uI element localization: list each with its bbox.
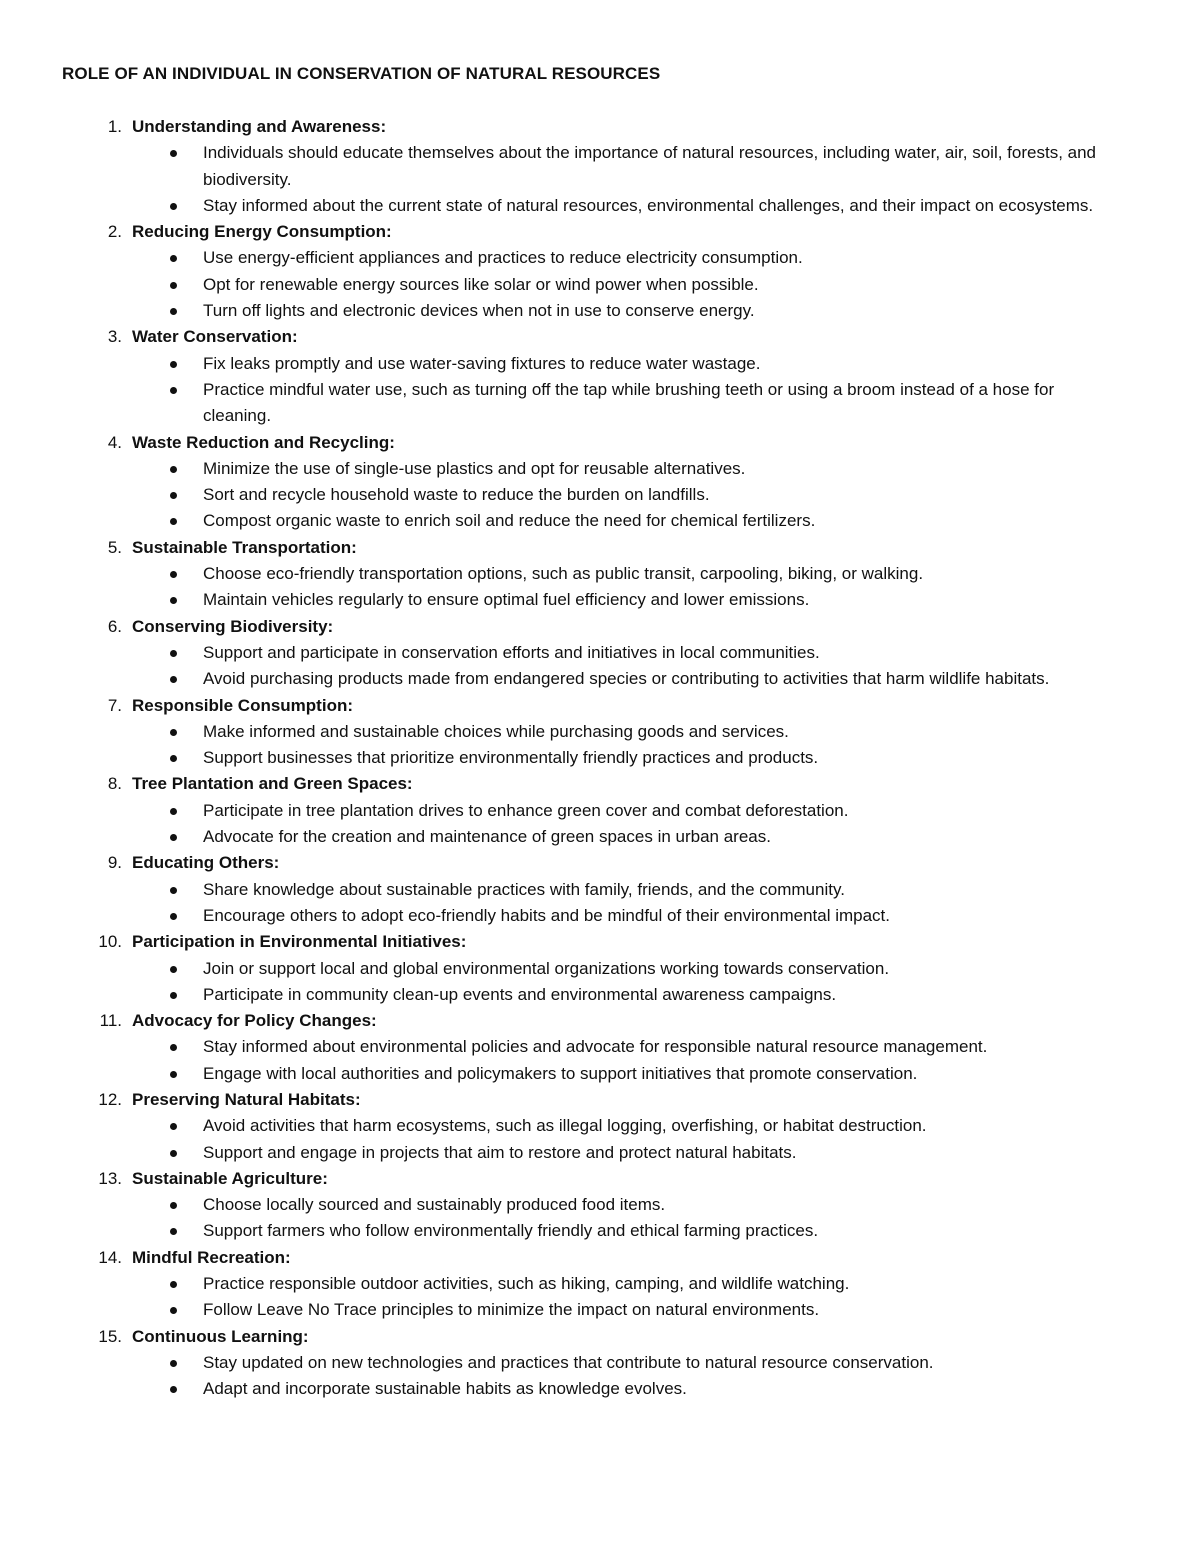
- section-heading: Preserving Natural Habitats:: [132, 1089, 361, 1109]
- bullet-item: [0, 956, 1200, 982]
- section-heading: Waste Reduction and Recycling:: [132, 432, 395, 452]
- bullet-item: [0, 1271, 1200, 1297]
- section-heading: Water Conservation:: [132, 327, 298, 347]
- bullet-item: [0, 1113, 1200, 1139]
- section-heading: Participation in Environmental Initiatives:: [132, 932, 467, 952]
- section-number: 13.: [98, 1168, 122, 1188]
- section-heading-row: [0, 1324, 1200, 1350]
- section-heading-row: [0, 430, 1200, 456]
- bullet-text: Support and participate in conservation efforts and initiatives in local communities.: [203, 642, 820, 662]
- bullet-list: [0, 640, 1200, 693]
- bullet-icon: [170, 1044, 177, 1051]
- bullet-text: Choose locally sourced and sustainably produced food items.: [203, 1195, 666, 1215]
- section-number: 8.: [107, 774, 122, 794]
- section-heading-row: [0, 1087, 1200, 1113]
- bullet-text: Engage with local authorities and policymakers to support initiatives that promote conservation.: [203, 1063, 918, 1083]
- bullet-list: [0, 956, 1200, 1009]
- bullet-item: [0, 272, 1200, 298]
- bullet-item: [0, 456, 1200, 482]
- bullet-item: [0, 640, 1200, 666]
- bullet-list: [0, 561, 1200, 614]
- bullet-item: [0, 1034, 1200, 1060]
- bullet-item: [0, 1376, 1200, 1402]
- bullet-text: Stay updated on new technologies and practices that contribute to natural resource conservation.: [203, 1352, 934, 1372]
- bullet-item: [0, 1218, 1200, 1244]
- bullet-list: [0, 1271, 1200, 1324]
- section-heading: Reducing Energy Consumption:: [132, 222, 392, 242]
- bullet-list: [0, 1113, 1200, 1166]
- bullet-text: Sort and recycle household waste to reduce the burden on landfills.: [203, 485, 710, 505]
- section-item: [0, 219, 1200, 324]
- bullet-text: Avoid purchasing products made from endangered species or contributing to activities that harm wildlife habitats.: [203, 669, 1050, 689]
- section-heading-row: [0, 1166, 1200, 1192]
- section-number: 9.: [107, 853, 122, 873]
- section-item: [0, 114, 1200, 219]
- section-heading-row: [0, 771, 1200, 797]
- bullet-icon: [170, 518, 177, 525]
- bullet-icon: [170, 887, 177, 894]
- section-heading-row: [0, 1008, 1200, 1034]
- bullet-item: [0, 745, 1200, 771]
- bullet-icon: [170, 729, 177, 736]
- bullet-list: [0, 245, 1200, 324]
- bullet-list: [0, 1192, 1200, 1245]
- bullet-icon: [170, 1386, 177, 1393]
- bullet-icon: [170, 361, 177, 368]
- bullet-icon: [170, 834, 177, 841]
- bullet-icon: [170, 466, 177, 473]
- bullet-text: Individuals should educate themselves about the importance of natural resources, including water, air, soil, forests, and biodiversity.: [203, 143, 1097, 189]
- bullet-icon: [170, 650, 177, 657]
- bullet-item: [0, 824, 1200, 850]
- section-item: [0, 430, 1200, 535]
- bullet-text: Make informed and sustainable choices while purchasing goods and services.: [203, 721, 789, 741]
- bullet-text: Participate in tree plantation drives to enhance green cover and combat deforestation.: [203, 800, 849, 820]
- section-item: [0, 1324, 1200, 1403]
- bullet-text: Compost organic waste to enrich soil and reduce the need for chemical fertilizers.: [203, 511, 816, 531]
- bullet-item: [0, 561, 1200, 587]
- section-heading: Tree Plantation and Green Spaces:: [132, 774, 413, 794]
- bullet-list: [0, 798, 1200, 851]
- section-item: [0, 1087, 1200, 1166]
- section-heading: Conserving Biodiversity:: [132, 616, 334, 636]
- section-number: 11.: [99, 1011, 122, 1031]
- bullet-icon: [170, 992, 177, 999]
- section-heading-row: [0, 929, 1200, 955]
- bullet-item: [0, 377, 1200, 430]
- section-item: [0, 693, 1200, 772]
- section-item: [0, 324, 1200, 429]
- section-heading: Continuous Learning:: [132, 1326, 309, 1346]
- bullet-icon: [170, 1202, 177, 1209]
- section-heading-row: [0, 219, 1200, 245]
- section-heading: Understanding and Awareness:: [132, 117, 387, 136]
- section-heading-row: [0, 1245, 1200, 1271]
- section-number: 2.: [107, 222, 122, 242]
- bullet-list: [0, 877, 1200, 930]
- section-heading-row: [0, 614, 1200, 640]
- bullet-text: Support and engage in projects that aim to restore and protect natural habitats.: [203, 1142, 797, 1162]
- bullet-item: [0, 1192, 1200, 1218]
- bullet-text: Practice responsible outdoor activities, such as hiking, camping, and wildlife watching.: [203, 1274, 850, 1294]
- bullet-icon: [170, 282, 177, 289]
- section-item: [0, 1245, 1200, 1324]
- bullet-text: Participate in community clean-up events and environmental awareness campaigns.: [203, 984, 837, 1004]
- bullet-icon: [170, 913, 177, 920]
- bullet-text: Encourage others to adopt eco-friendly habits and be mindful of their environmental impact.: [203, 905, 891, 925]
- bullet-text: Fix leaks promptly and use water-saving fixtures to reduce water wastage.: [203, 353, 761, 373]
- section-heading: Sustainable Transportation:: [132, 537, 357, 557]
- bullet-text: Minimize the use of single-use plastics and opt for reusable alternatives.: [203, 458, 746, 478]
- section-heading: Sustainable Agriculture:: [132, 1168, 328, 1188]
- bullet-text: Join or support local and global environmental organizations working towards conservation.: [203, 958, 890, 978]
- section-number: 6.: [107, 616, 122, 636]
- section-number: 1.: [107, 117, 122, 136]
- bullet-icon: [170, 1228, 177, 1235]
- bullet-list: [0, 351, 1200, 430]
- bullet-icon: [170, 1150, 177, 1157]
- bullet-icon: [170, 203, 177, 210]
- section-heading: Advocacy for Policy Changes:: [132, 1011, 377, 1031]
- bullet-item: [0, 877, 1200, 903]
- bullet-item: [0, 1350, 1200, 1376]
- bullet-item: [0, 798, 1200, 824]
- section-item: [0, 771, 1200, 850]
- bullet-item: [0, 482, 1200, 508]
- bullet-icon: [170, 492, 177, 499]
- bullet-text: Practice mindful water use, such as turning off the tap while brushing teeth or using a broom instead of a hose for cleaning.: [203, 379, 1055, 426]
- section-number: 3.: [107, 327, 122, 347]
- section-heading: Educating Others:: [132, 853, 280, 873]
- section-number: 4.: [107, 432, 122, 452]
- bullet-icon: [170, 1307, 177, 1314]
- section-item: [0, 535, 1200, 614]
- bullet-icon: [170, 1360, 177, 1367]
- section-number: 7.: [107, 695, 122, 715]
- section-item: [0, 1008, 1200, 1087]
- document-title: ROLE OF AN INDIVIDUAL IN CONSERVATION OF NATURAL RESOURCES: [62, 64, 661, 83]
- bullet-text: Stay informed about environmental policies and advocate for responsible natural resource management.: [203, 1037, 988, 1057]
- bullet-icon: [170, 1123, 177, 1130]
- bullet-text: Adapt and incorporate sustainable habits as knowledge evolves.: [203, 1379, 687, 1399]
- bullet-item: [0, 982, 1200, 1008]
- bullet-item: [0, 587, 1200, 613]
- bullet-icon: [170, 755, 177, 762]
- bullet-item: [0, 903, 1200, 929]
- bullet-list: [0, 456, 1200, 535]
- bullet-item: [0, 140, 1200, 193]
- bullet-icon: [170, 676, 177, 683]
- bullet-item: [0, 719, 1200, 745]
- section-number: 12.: [98, 1089, 122, 1109]
- bullet-item: [0, 508, 1200, 534]
- bullet-list: [0, 1350, 1200, 1403]
- bullet-text: Maintain vehicles regularly to ensure optimal fuel efficiency and lower emissions.: [203, 590, 810, 610]
- bullet-text: Advocate for the creation and maintenance of green spaces in urban areas.: [203, 827, 771, 847]
- bullet-icon: [170, 1071, 177, 1078]
- section-heading-row: [0, 114, 1200, 140]
- section-heading-row: [0, 324, 1200, 350]
- bullet-icon: [170, 387, 177, 394]
- bullet-text: Support farmers who follow environmentally friendly and ethical farming practices.: [203, 1221, 819, 1241]
- section-number: 5.: [107, 537, 122, 557]
- bullet-text: Follow Leave No Trace principles to minimize the impact on natural environments.: [203, 1300, 820, 1320]
- section-heading-row: [0, 693, 1200, 719]
- section-item: [0, 850, 1200, 929]
- section-heading: Mindful Recreation:: [132, 1247, 291, 1267]
- bullet-list: [0, 140, 1200, 219]
- bullet-item: [0, 1297, 1200, 1323]
- section-number: 15.: [98, 1326, 122, 1346]
- bullet-list: [0, 719, 1200, 772]
- bullet-text: Turn off lights and electronic devices when not in use to conserve energy.: [203, 301, 755, 321]
- bullet-item: [0, 298, 1200, 324]
- section-item: [0, 1166, 1200, 1245]
- bullet-icon: [170, 255, 177, 262]
- bullet-item: [0, 245, 1200, 271]
- bullet-icon: [170, 966, 177, 973]
- bullet-text: Avoid activities that harm ecosystems, such as illegal logging, overfishing, or habitat destruction.: [203, 1116, 927, 1136]
- bullet-icon: [170, 308, 177, 315]
- bullet-icon: [170, 597, 177, 604]
- bullet-text: Opt for renewable energy sources like solar or wind power when possible.: [203, 274, 759, 294]
- section-number: 14.: [98, 1247, 122, 1267]
- bullet-icon: [170, 150, 177, 157]
- section-heading-row: [0, 535, 1200, 561]
- bullet-icon: [170, 808, 177, 815]
- bullet-text: Choose eco-friendly transportation options, such as public transit, carpooling, biking, or walking.: [203, 564, 924, 584]
- bullet-item: [0, 1061, 1200, 1087]
- bullet-list: [0, 1034, 1200, 1087]
- bullet-item: [0, 193, 1200, 219]
- bullet-item: [0, 666, 1200, 692]
- bullet-text: Share knowledge about sustainable practices with family, friends, and the community.: [203, 879, 845, 899]
- bullet-text: Use energy-efficient appliances and practices to reduce electricity consumption.: [203, 248, 803, 268]
- bullet-icon: [170, 571, 177, 578]
- section-heading: Responsible Consumption:: [132, 695, 353, 715]
- section-heading-row: [0, 850, 1200, 876]
- section-list: [0, 114, 1200, 1403]
- bullet-item: [0, 1140, 1200, 1166]
- bullet-item: [0, 351, 1200, 377]
- bullet-text: Support businesses that prioritize environmentally friendly practices and products.: [203, 748, 819, 768]
- section-item: [0, 614, 1200, 693]
- section-number: 10.: [98, 932, 122, 952]
- section-item: [0, 929, 1200, 1008]
- bullet-text: Stay informed about the current state of natural resources, environmental challenges, and their impact on ecosystems.: [203, 195, 1094, 215]
- bullet-icon: [170, 1281, 177, 1288]
